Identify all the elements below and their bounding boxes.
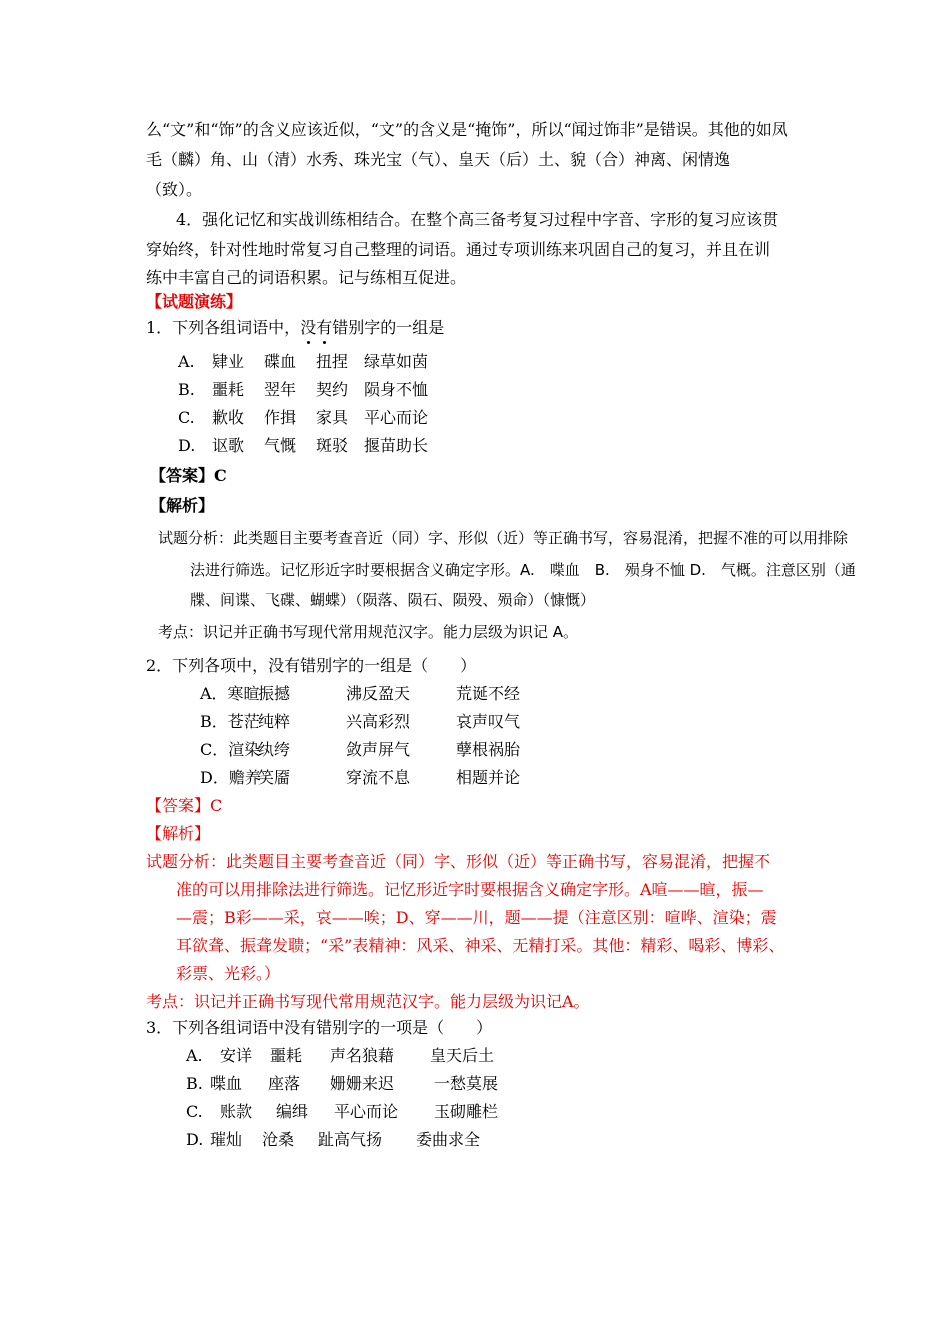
text-segment: 玉砌雕栏 [434,1102,499,1121]
text-segment: 揠苗助长 [364,436,429,455]
q2-answer [146,796,222,816]
q2-option-a [200,684,520,704]
text-segment: 姗姗来迟 [330,1074,395,1093]
q2-option-d [200,768,520,788]
q1-stem-emphasis-1: 没 [300,318,317,337]
q3-option-d [186,1130,480,1150]
q1-analysis-line-2: 法进行筛选。记忆形近字时要根据含义确定字形。A. 喋血 B. 殒身不恤 D. 气概。注意区别（通 [190,561,856,579]
text-segment: 荒诞不经 [456,684,521,703]
text-segment: 璀灿 [210,1130,243,1149]
intro-line-3: （致）。 [146,180,203,199]
point-4-line-1: 4．强化记忆和实战训练相结合。在整个高三备考复习过程中字音、字形的复习应该贯 [176,210,779,229]
text-segment: D．赡养 [200,768,261,787]
text-segment: 兴高彩烈 [346,712,411,731]
q1-option-c [178,408,428,428]
text-segment: 沧桑 [262,1130,295,1149]
q2-analysis-line-2: 准的可以用排除法进行筛选。记忆形近字时要根据含义确定字形。A喧——暄，振— [176,880,764,899]
text-segment: 安详 [220,1046,253,1065]
text-segment: 敛声屏气 [346,740,411,759]
q1-kaodian: 考点：识记并正确书写现代常用规范汉字。能力层级为识记 A。 [158,623,579,641]
q1-stem [146,318,444,338]
q2-stem: 2．下列各项中，没有错别字的一组是（ ） [146,656,477,675]
q1-analysis-line-1: 试题分析：此类题目主要考查音近（同）字、形似（近）等正确书写，容易混淆，把握不准的可以用排除 [158,529,849,547]
text-segment: 平心而论 [334,1102,399,1121]
text-segment: 陨身不恤 [364,380,429,399]
text-segment: C [214,466,227,485]
text-segment: 笑靥 [258,768,291,787]
q1-stem-post: 错别字的一组是 [332,318,445,337]
text-segment: 扭捏 [316,352,349,371]
intro-line-2: 毛（麟）角、山（清）水秀、珠光宝（气）、皇天（后）土、貌（合）神离、闲情逸 [146,150,731,169]
text-segment: A. [178,352,195,371]
text-segment: 肄业 [212,352,245,371]
text-segment: 碟血 [264,352,297,371]
q1-option-d [178,436,428,456]
q2-analysis-label: 【解析】 [146,824,211,843]
q3-option-c [186,1102,498,1122]
text-segment: C [210,796,223,815]
text-segment: 皇天后土 [430,1046,495,1065]
text-segment: 孽根祸胎 [456,740,521,759]
text-segment: B. [178,380,195,399]
q2-analysis-line-4: 耳欲聋、振聋发聩；“采”表精神：风采、神采、无精打采。其他：精彩、喝彩、博彩、 [176,936,785,955]
text-segment: 契约 [316,380,349,399]
q3-stem: 3．下列各组词语中没有错别字的一项是（ ） [146,1018,493,1037]
text-segment: 【答案】 [146,796,211,815]
q1-analysis-label: 【解析】 [150,496,215,515]
text-segment: 相题并论 [456,768,521,787]
text-segment: A. [186,1046,203,1065]
text-segment: D. [186,1130,204,1149]
text-segment: A．寒暄 [200,684,260,703]
text-segment: 家具 [316,408,349,427]
q1-stem-emphasis-2: 有 [316,318,333,337]
text-segment: 喋血 [210,1074,243,1093]
q2-analysis-line-5: 彩票、光彩。） [176,964,281,983]
text-segment: 纨绔 [258,740,291,759]
point-4-line-3: 练中丰富自己的词语积累。记与练相互促进。 [146,268,467,287]
text-segment: 作揖 [264,408,297,427]
text-segment: 翌年 [264,380,297,399]
text-segment: D. [178,436,196,455]
text-segment: C. [178,408,195,427]
text-segment: 斑驳 [316,436,349,455]
q3-option-b [186,1074,498,1094]
text-segment: 沸反盈天 [346,684,411,703]
text-segment: 噩耗 [270,1046,303,1065]
q3-option-a [186,1046,494,1066]
text-segment: 气慨 [264,436,297,455]
q2-option-c [200,740,520,760]
text-segment: 声名狼藉 [330,1046,395,1065]
text-segment: C．渲染 [200,740,261,759]
q1-analysis-line-3: 牒、间谍、飞碟、蝴蝶）（陨落、陨石、陨殁、殒命）（慷慨） [190,591,596,609]
text-segment: 振撼 [258,684,291,703]
q2-analysis-line-1: 试题分析：此类题目主要考查音近（同）字、形似（近）等正确书写，容易混淆，把握不 [146,852,771,871]
q1-option-a [178,352,428,372]
q2-analysis-line-3: —震；B彩——采，哀——唉；D、穿——川，题——提（注意区别：喧哗、渲染；震 [176,908,777,927]
text-segment: 噩耗 [212,380,245,399]
text-segment: C. [186,1102,203,1121]
text-segment: 账款 [220,1102,253,1121]
q1-option-b [178,380,428,400]
text-segment: B．苍茫 [200,712,260,731]
text-segment: 一愁莫展 [434,1074,499,1093]
text-segment: 【答案】 [150,466,215,485]
text-segment: 穿流不息 [346,768,411,787]
q2-option-b [200,712,520,732]
text-segment: 歉收 [212,408,245,427]
section-header: 【试题演练】 [146,292,243,311]
q1-stem-pre: 1．下列各组词语中， [146,318,301,337]
text-segment: B. [186,1074,203,1093]
text-segment: 绿草如茵 [364,352,429,371]
q1-answer [150,466,227,486]
text-segment: 平心而论 [364,408,429,427]
text-segment: 委曲求全 [416,1130,481,1149]
point-4-line-2: 穿始终，针对性地时常复习自己整理的词语。通过专项训练来巩固自己的复习，并且在训 [146,240,771,259]
intro-line-1: 么“文”和“饰”的含义应该近似，“文”的含义是“掩饰”，所以“闻过饰非”是错误。其他的如凤 [146,120,788,139]
text-segment: 趾高气扬 [318,1130,383,1149]
text-segment: 哀声叹气 [456,712,521,731]
text-segment: 讴歌 [212,436,245,455]
text-segment: 座落 [268,1074,301,1093]
text-segment: 纯粹 [258,712,291,731]
q2-kaodian: 考点：识记并正确书写现代常用规范汉字。能力层级为识记A。 [146,992,590,1011]
text-segment: 编缉 [276,1102,309,1121]
